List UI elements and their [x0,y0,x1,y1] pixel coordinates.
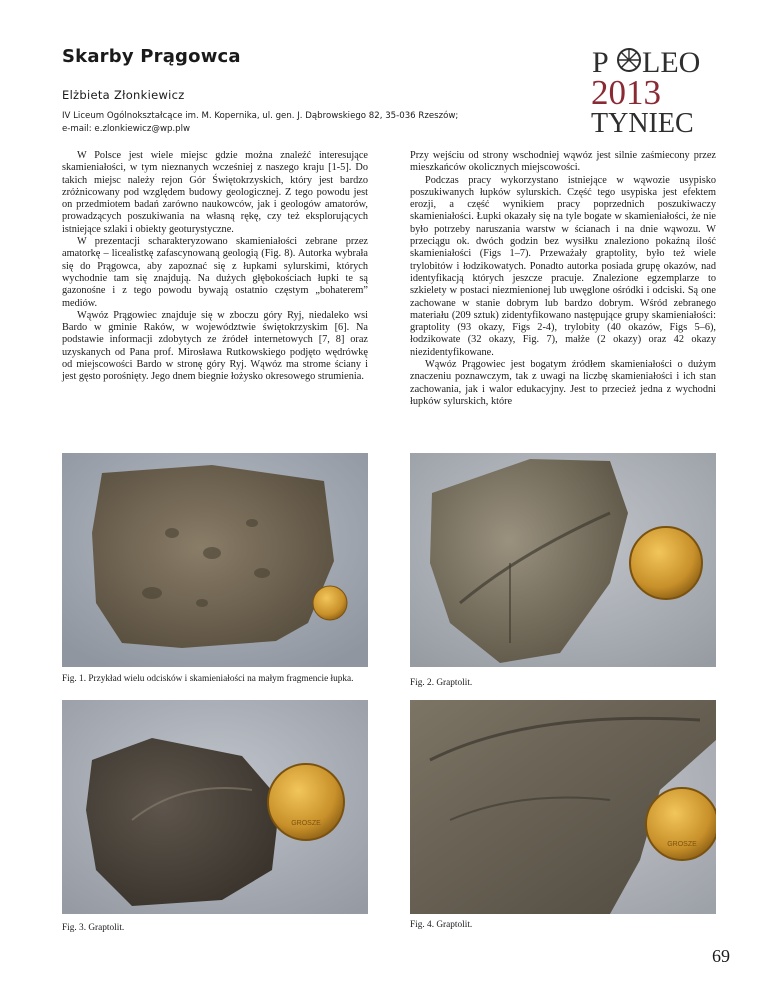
author-name: Elżbieta Złonkiewicz [62,88,185,102]
figure-1-caption: Fig. 1. Przykład wielu odcisków i skamieniałości na małym fragmencie łupka. [62,674,354,684]
paragraph: Wąwóz Prągowiec jest bogatym źródłem skamieniałości o dużym znaczeniu poznawczym, tak z uwagi na liczbę skamieniałości i ich stan zachowania, jak i walor edukacyjny. Jest to przecież jedna z wychodni łupków sylurskich, które [410,359,716,407]
coin-icon [630,527,702,599]
paper-title: Skarby Prągowca [62,46,241,67]
figure-4-photo [410,700,716,914]
paleo-2013-logo [588,44,728,134]
figure-2-caption: Fig. 2. Graptolit. [410,678,473,688]
left-column [62,150,368,384]
paragraph: W prezentacji scharakteryzowano skamieniałości zebrane przez amatorkę – licealistkę zafascynowaną geologią (Fig. 8). Autorka wybrała się do Prągowca, aby zapoznać się z łupkami sylurskimi, których wychodnie tam się znajdują. Na dużych głębokościach łupki te są gazonośne i z tego powodu bywają ostatnio częstym „bohaterem” mediów. [62,236,368,309]
figure-3-photo [62,700,368,914]
figure-4-caption: Fig. 4. Graptolit. [410,920,473,930]
coin-label: GROSZE [291,820,321,827]
logo-place: TYNIEC [591,108,694,134]
paragraph: W Polsce jest wiele miejsc gdzie można znaleźć interesujące skamieniałości, w tym nieznanych wcześniej z naszego kraju [1-5]. Do takich miejsc należy rejon Gór Świętokrzyskich, który jest bardzo zróżnicowany pod względem budowy geologicznej. Z tego powodu jest on przedmiotem badań zarówno naukowców, jak i geologów amatorów, prowadzących poszukiwania na własną rękę, czy też eksplorujących istniejące szlaki i obiekty geoturystyczne. [62,150,368,235]
logo-leo: LEO [642,46,701,79]
coin-label: GROSZE [667,841,697,848]
affiliation [62,110,532,136]
paragraph: Przy wejściu od strony wschodniej wąwóz jest silnie zaśmiecony przez mieszkańców okolicznych miejscowości. [410,150,716,174]
coin-icon [646,788,716,860]
paragraph: Wąwóz Prągowiec znajduje się w zboczu góry Ryj, niedaleko wsi Bardo w gminie Raków, w województwie świętokrzyskim [6]. Na podstawie informacji zdobytych ze źródeł internetowych [7, 8] oraz uzyskanych od Pana prof. Mirosława Rutkowskiego podjęto wędrówkę od miejscowości Bardo w stronę góry Ryj. Wąwóz ma strome ściany i jest gęsto porośnięty. Jego dnem biegnie łożysko okresowego strumienia. [62,309,368,383]
paragraph: Podczas pracy wykorzystano istniejące w wąwozie usypisko poszukiwanych łupków sylurskich. Część tego usypiska jest efektem erozji, a część wynikiem pracy poprzednich poszukiwaczy skamieniałości. Łupki okazały się na tyle bogate w skamieniałości, że nie było potrzeby naruszania warstw w ścianach i na dnie wąwozu. W przeciągu ok. dwóch godzin bez wysiłku znaleziono pokaźną ilość skamieniałości (Figs 1–7). Przeważały graptolity, było też wiele trylobitów i łodzikowatych. Ponadto autorka posiada grupę okazów, nad identyfikacją których jeszcze pracuje. Znalezione egzemplarze to szkielety w postaci niezmienionej lub uwęglone ośródki i odciski. Są one zachowane w stanie dobrym lub bardzo dobrym. Wśród zebranego materiału (209 sztuk) zidentyfikowano następujące grupy skamieniałości: graptolity (93 okazy, Figs 2-4), trylobity (40 okazów, Figs 5–6), łodzikowate (32 okazy, Fig. 7), małże (2 okazy) oraz 42 okazy niezidentyfikowane. [410,174,716,358]
ammonite-icon [618,49,640,71]
affiliation-address: IV Liceum Ogólnokształcące im. M. Kopernika, ul. gen. J. Dąbrowskiego 82, 35-036 Rzeszów; [62,111,459,121]
coin-icon [313,586,347,620]
right-column [410,150,716,408]
figure-3-caption: Fig. 3. Graptolit. [62,923,125,933]
page-number: 69 [712,946,730,966]
affiliation-email: e-mail: e.zlonkiewicz@wp.plw [62,124,191,134]
logo-p: P [592,46,609,79]
figure-1-photo [62,453,368,667]
logo-year: 2013 [591,73,661,112]
coin-icon [268,764,344,840]
figure-2-photo [410,453,716,667]
